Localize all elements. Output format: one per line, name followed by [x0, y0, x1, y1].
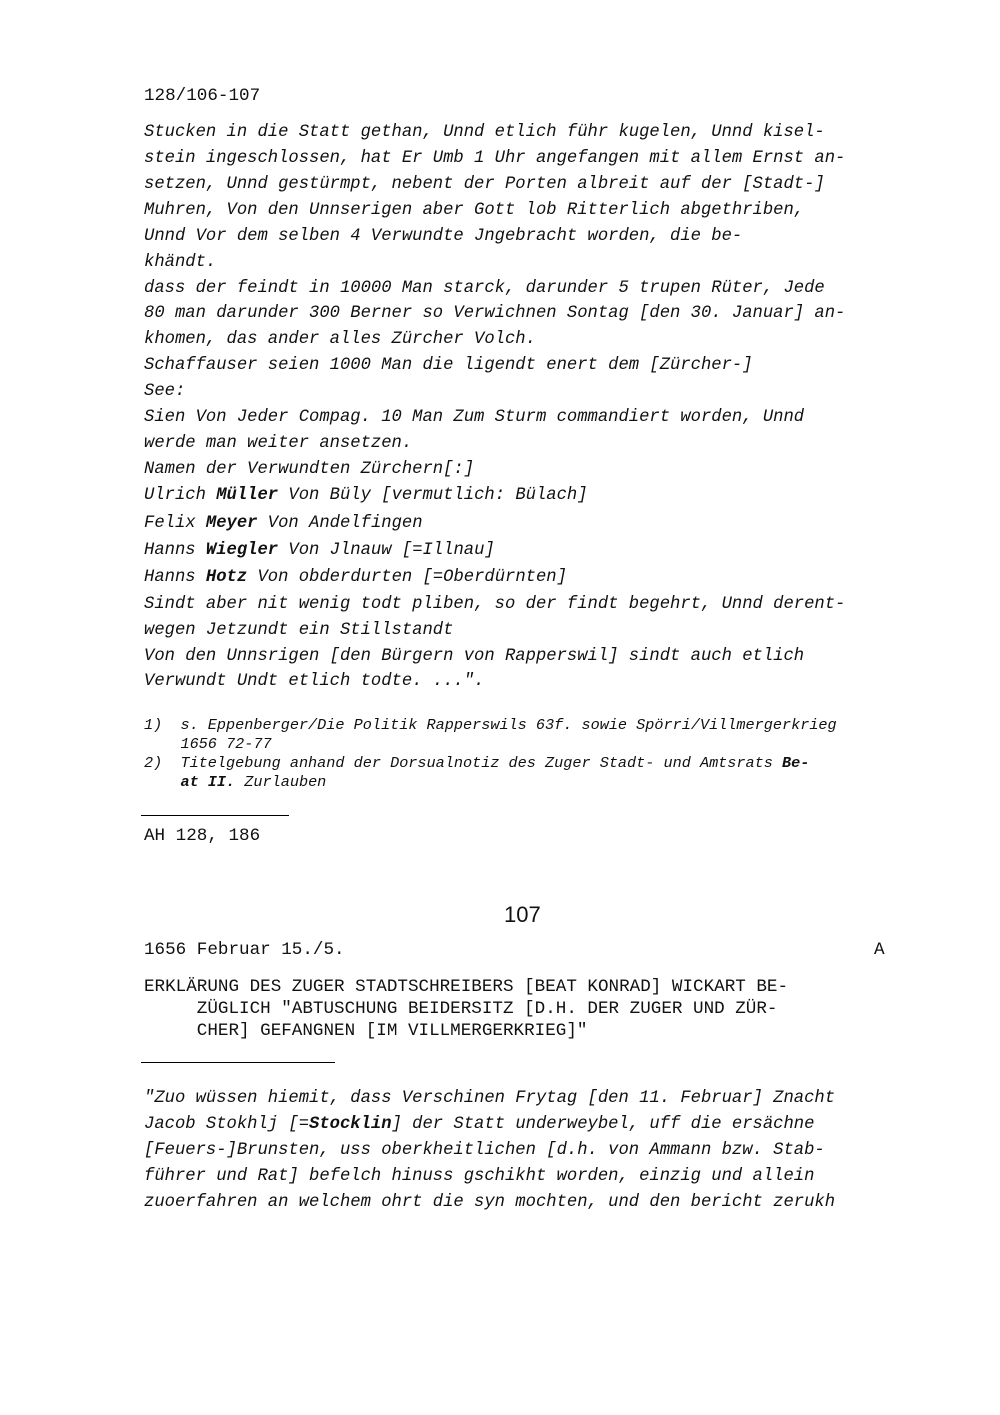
wounded-surname: Müller	[216, 486, 279, 505]
wounded-surname: Hotz	[205, 568, 248, 587]
wounded-entry	[144, 486, 588, 505]
body-line: führer und Rat] befelch hinuss gschikht worden, einzig und allein	[144, 1167, 815, 1186]
text-line: 80 man darunder 300 Berner so Verwichnen Sontag [den 30. Januar] an-	[144, 304, 846, 323]
body-text: ] der Statt underweybel, uff die ersächne	[391, 1115, 815, 1134]
text-line: werde man weiter ansetzen.	[144, 434, 413, 453]
text-line: Muhren, Von den Unnserigen aber Gott lob Ritterlich abgethriben,	[144, 201, 805, 220]
text-line: Unnd Vor dem selben 4 Verwundte Jngebracht worden, die be-	[144, 227, 743, 246]
footnote-2-continued	[144, 773, 326, 791]
body-line: [Feuers-]Brunsten, uss oberkheitlichen [d.h. von Ammann bzw. Stab-	[144, 1141, 825, 1160]
text-line: Stucken in die Statt gethan, Unnd etlich führ kugelen, Unnd kisel-	[144, 123, 825, 142]
text-line: khändt.	[144, 253, 217, 272]
body-line	[144, 1115, 814, 1134]
wounded-origin: Von Büly [vermutlich: Bülach]	[278, 486, 588, 505]
body-line: zuoerfahren an welchem ohrt die syn mochten, und den bericht zerukh	[144, 1193, 836, 1212]
text-line: Sien Von Jeder Compag. 10 Man Zum Sturm commandiert worden, Unnd	[144, 408, 805, 427]
wounded-origin: Von Jlnauw [=Illnau]	[278, 541, 495, 560]
body-line: "Zuo wüssen hiemit, dass Verschinen Frytag [den 11. Februar] Znacht	[144, 1089, 836, 1108]
footnote-1: 1) s. Eppenberger/Die Politik Rapperswils 63f. sowie Spörri/Villmergerkrieg	[144, 716, 837, 734]
wounded-first-name: Felix	[144, 514, 196, 533]
wounded-origin: Von obderdurten [=Oberdürnten]	[247, 568, 567, 587]
footnote-2	[144, 754, 809, 772]
text-line: setzen, Unnd gestürmpt, nebent der Porten albreit auf der [Stadt-]	[144, 175, 825, 194]
document-type: A	[874, 940, 885, 960]
wounded-first-name: Hanns	[144, 541, 196, 560]
body-text: Jacob Stokhlj [=	[144, 1115, 310, 1134]
text-line: Von den Unnsrigen [den Bürgern von Rapperswil] sindt auch etlich	[144, 647, 805, 666]
source-reference: AH 128, 186	[144, 826, 261, 846]
document-number: 107	[504, 902, 541, 927]
document-title-line: CHER] GEFANGNEN [IM VILLMERGERKRIEG]"	[144, 1021, 588, 1041]
footnote-2-text: Zurlauben	[235, 773, 327, 791]
page-reference: 128/106-107	[144, 86, 261, 106]
text-line: See:	[144, 382, 186, 401]
text-line: khomen, das ander alles Zürcher Volch.	[144, 330, 536, 349]
wounded-surname: Meyer	[205, 514, 258, 533]
wounded-entry	[144, 568, 567, 587]
document-title-line: ERKLÄRUNG DES ZUGER STADTSCHREIBERS [BEAT KONRAD] WICKART BE-	[144, 977, 789, 997]
text-line: stein ingeschlossen, hat Er Umb 1 Uhr angefangen mit allem Ernst an-	[144, 149, 846, 168]
wounded-origin: Von Andelfingen	[257, 514, 423, 533]
text-line: Schaffauser seien 1000 Man die ligendt enert dem [Zürcher-]	[144, 356, 753, 375]
wounded-first-name: Ulrich	[144, 486, 206, 505]
wounded-first-name: Hanns	[144, 568, 196, 587]
wounded-entry	[144, 514, 423, 533]
text-line: dass der feindt in 10000 Man starck, darunder 5 trupen Rüter, Jede	[144, 279, 825, 298]
document-title-line: ZÜGLICH "ABTUSCHUNG BEIDERSITZ [D.H. DER ZUGER UND ZÜR-	[144, 999, 778, 1019]
separator-rule	[141, 815, 289, 816]
text-line: Namen der Verwundten Zürchern[:]	[144, 460, 475, 479]
footnote-1-continued: 1656 72-77	[144, 735, 272, 753]
wounded-surname: Wiegler	[205, 541, 279, 560]
separator-rule	[141, 1062, 335, 1063]
footnote-2-text: 2) Titelgebung anhand der Dorsualnotiz des Zuger Stadt- und Amtsrats	[144, 754, 782, 772]
footnote-2-name: Be-	[781, 754, 810, 772]
text-line: Sindt aber nit wenig todt pliben, so der findt begehrt, Unnd derent-	[144, 595, 846, 614]
body-name: Stocklin	[309, 1115, 392, 1134]
footnote-2-name: at II.	[180, 773, 236, 791]
document-date: 1656 Februar 15./5.	[144, 940, 345, 960]
text-line: Verwundt Undt etlich todte. ...".	[144, 672, 485, 691]
wounded-entry	[144, 541, 495, 560]
text-line: wegen Jetzundt ein Stillstandt	[144, 621, 454, 640]
